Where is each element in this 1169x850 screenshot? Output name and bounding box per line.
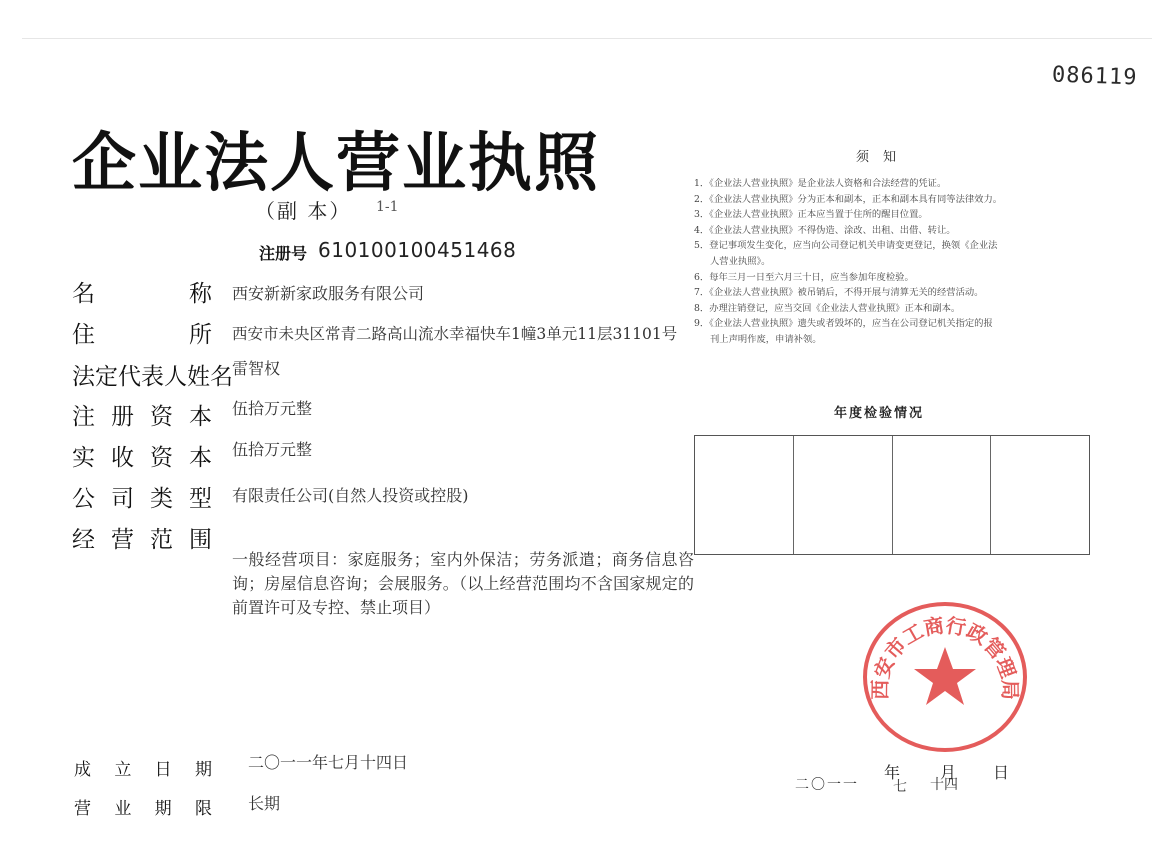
field-label-name: 名称 bbox=[72, 281, 212, 307]
notice-item: 4．《企业法人营业执照》不得伪造、涂改、出租、出借、转让。 bbox=[694, 224, 956, 236]
field-label-business-scope: 经营范围 bbox=[72, 527, 212, 553]
field-value-name: 西安新新家政服务有限公司 bbox=[232, 284, 425, 303]
registration-label: 注册号 bbox=[259, 244, 308, 263]
serial-number: 086119 bbox=[1051, 62, 1138, 91]
field-value-legal-rep: 雷智权 bbox=[232, 359, 281, 378]
official-seal-icon bbox=[860, 597, 1030, 752]
issue-year-char: 年 bbox=[884, 763, 901, 782]
field-value-business-scope: 一般经营项目：家庭服务；室内外保洁；劳务派遣；商务信息咨询；房屋信息咨询；会展服务。（以上经营范围均不含国家规定的前置许可及专控、禁止项目） bbox=[232, 550, 694, 617]
annual-inspection-cell bbox=[793, 436, 892, 554]
field-label-company-type: 公司类型 bbox=[72, 486, 212, 512]
issue-day-value: 十四 bbox=[930, 777, 958, 793]
notice-item: 3．《企业法人营业执照》正本应当置于住所的醒目位置。 bbox=[694, 209, 928, 221]
date-value-term: 长期 bbox=[248, 794, 281, 813]
copy-label: （副 本） bbox=[255, 199, 352, 223]
registration-number: 610100100451468 bbox=[318, 238, 517, 262]
document-title: 企业法人营业执照 bbox=[72, 127, 600, 201]
field-value-company-type: 有限责任公司(自然人投资或控股) bbox=[232, 486, 469, 505]
annual-inspection-cell bbox=[695, 436, 793, 554]
field-label-registered-capital: 注册资本 bbox=[72, 404, 212, 430]
notice-item: 刊上声明作废，申请补领。 bbox=[710, 333, 822, 345]
notice-item: 1．《企业法人营业执照》是企业法人资格和合法经营的凭证。 bbox=[694, 178, 947, 189]
notice-item: 7．《企业法人营业执照》被吊销后，不得开展与清算无关的经营活动。 bbox=[694, 287, 984, 299]
annual-inspection-title: 年度检验情况 bbox=[834, 406, 925, 421]
seal-text: 西安市工商行政管理局 bbox=[867, 613, 1023, 700]
notice-list bbox=[694, 176, 1099, 348]
field-label-legal-rep: 法定代表人姓名 bbox=[72, 364, 233, 390]
top-edge-line bbox=[22, 38, 1152, 39]
annual-inspection-cell bbox=[892, 436, 991, 554]
issue-year-prefix: 二〇一一 bbox=[795, 777, 859, 793]
date-label-established: 成立日期 bbox=[74, 760, 212, 780]
notice-item: 9．《企业法人营业执照》遗失或者毁坏的，应当在公司登记机关指定的报 bbox=[694, 318, 993, 330]
field-value-paid-capital: 伍拾万元整 bbox=[232, 440, 313, 459]
notice-item: 5．登记事项发生变化，应当向公司登记机关申请变更登记，换领《企业法 bbox=[694, 240, 998, 252]
notice-item: 8．办理注销登记，应当交回《企业法人营业执照》正本和副本。 bbox=[694, 302, 961, 314]
notice-item: 2．《企业法人营业执照》分为正本和副本，正本和副本具有同等法律效力。 bbox=[694, 193, 1003, 205]
annual-inspection-table bbox=[694, 435, 1090, 555]
annual-inspection-cell bbox=[990, 436, 1089, 554]
field-value-address: 西安市未央区常青二路高山流水幸福快车1幢3单元11层31101号 bbox=[232, 325, 678, 343]
issue-day-char: 日 bbox=[993, 763, 1010, 782]
notice-item: 人营业执照》。 bbox=[710, 255, 771, 267]
copy-number: 1-1 bbox=[376, 199, 399, 215]
date-label-term: 营业期限 bbox=[74, 799, 212, 819]
date-value-established: 二〇一一年七月十四日 bbox=[248, 753, 409, 772]
field-label-address: 住所 bbox=[72, 322, 212, 348]
notice-item: 6．每年三月一日至六月三十日，应当参加年度检验。 bbox=[694, 271, 914, 283]
field-value-registered-capital: 伍拾万元整 bbox=[232, 399, 313, 418]
issue-month-char: 月 bbox=[940, 763, 957, 782]
field-label-paid-capital: 实收资本 bbox=[72, 445, 212, 471]
notice-title: 须知 bbox=[856, 150, 911, 165]
issue-month-value: 七 bbox=[893, 779, 907, 795]
